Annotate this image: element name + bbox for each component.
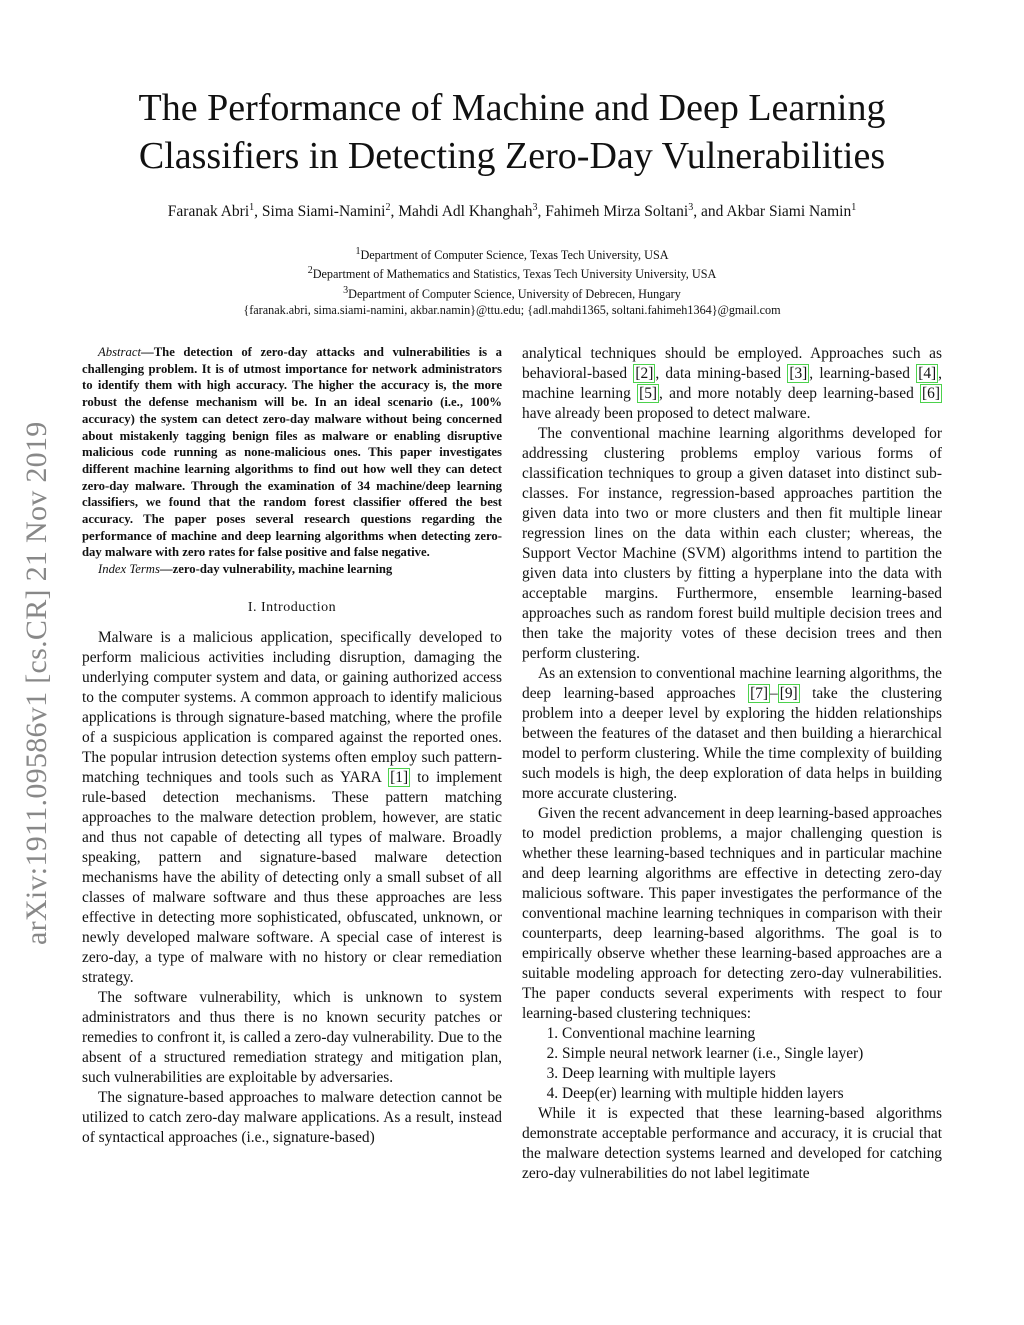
- left-body: [82, 628, 502, 1148]
- body-paragraph: [82, 988, 502, 1088]
- aff-number: 1: [355, 246, 361, 257]
- aff-text: Department of Computer Science, University of Debrecen, Hungary: [348, 287, 681, 301]
- paragraph-text: The software vulnerability, which is unknown to system administrators and thus there is no known security patches or remedies to confront it, is called a zero-day vulnerability. Due to the absent of a structured remediation strategy and mitigation plan, such vulnerabilities are exploitable by adversaries.: [82, 988, 502, 1086]
- title-line-2: Classifiers in Detecting Zero-Day Vulnerabilities: [138, 135, 886, 177]
- title-line-1: The Performance of Machine and Deep Learning: [138, 87, 886, 129]
- paragraph-text: –: [770, 685, 778, 702]
- aff-text: Department of Mathematics and Statistics, Texas Tech University University, USA: [312, 267, 717, 282]
- paragraph-text: have already been proposed to detect malware.: [522, 405, 811, 422]
- aff-number: 2: [307, 265, 313, 277]
- paragraph-text: , machine learning: [522, 365, 943, 402]
- paragraph-text: , learning-based: [809, 365, 917, 382]
- body-paragraph: [522, 424, 942, 664]
- author: and Akbar Siami Namin: [700, 203, 852, 221]
- body-paragraph: [522, 804, 942, 1024]
- body-paragraph: [82, 628, 502, 988]
- author: Sima Siami-Namini: [261, 203, 386, 221]
- citation-link[interactable]: [9]: [779, 685, 798, 702]
- index-text: —zero-day vulnerability, machine learning: [159, 562, 393, 577]
- citation-link[interactable]: [3]: [789, 365, 808, 382]
- affiliation-2: [0, 263, 1024, 282]
- author-affiliation-mark: 3: [532, 202, 538, 213]
- section-heading: I. Introduction: [247, 599, 337, 615]
- aff-text: Department of Computer Science, Texas Tech University, USA: [360, 248, 669, 263]
- list-item: 4. Deep(er) learning with multiple hidden layers: [562, 1084, 942, 1104]
- paragraph-text: analytical techniques should be employed. Approaches such as behavioral-based: [522, 345, 942, 382]
- paragraph-text: take the clustering problem into a deeper level by exploring the hidden relationships between the features of the dataset and then building a hierarchical model to perform clustering. While the time complexity of building such models is high, the deep exploration of data helps in building more accurate clustering.: [522, 685, 942, 802]
- author-affiliation-mark: 3: [688, 202, 694, 213]
- list-item: 2. Simple neural network learner (i.e., Single layer): [562, 1044, 942, 1064]
- right-body: [522, 344, 942, 1024]
- list-item: 1. Conventional machine learning: [562, 1024, 942, 1044]
- paragraph-text: , data mining-based: [655, 365, 788, 382]
- author-affiliation-mark: 1: [851, 202, 857, 213]
- right-column: [522, 344, 942, 1184]
- technique-list: [522, 1024, 942, 1104]
- abstract-label: Abstract: [98, 345, 141, 359]
- index-terms: [82, 561, 502, 578]
- arxiv-identifier: arXiv:1911.09586v1 [cs.CR] 21 Nov 2019: [20, 421, 53, 945]
- paper-title: [0, 84, 1024, 180]
- citation-link[interactable]: [7]: [750, 685, 769, 702]
- abstract: [82, 344, 502, 561]
- author: Mahdi Adl Khanghah: [398, 203, 533, 221]
- citation-link[interactable]: [5]: [639, 385, 658, 402]
- paragraph-text: Given the recent advancement in deep learning-based approaches to model prediction problems, a major challenging question is whether these learning-based techniques and in particular machine and deep learning algorithms are effective in detecting zero-day malicious software. This paper investigates the performance of the conventional machine learning techniques in comparison with their counterparts, deep learning-based algorithms. The goal is to empirically observe whether these learning-based approaches are a suitable modeling approach for detecting zero-day vulnerabilities. The paper conducts several experiments with respect to four learning-based clustering techniques:: [522, 805, 942, 1022]
- paragraph-text: , and more notably deep learning-based: [659, 385, 921, 402]
- body-paragraph: [82, 1088, 502, 1148]
- author-affiliation-mark: 2: [385, 202, 391, 213]
- citation-link[interactable]: [4]: [918, 365, 937, 382]
- aff-number: 3: [343, 284, 349, 296]
- citation-link[interactable]: [1]: [390, 768, 409, 786]
- affiliation-3: [0, 283, 1024, 302]
- citation-link[interactable]: [2]: [635, 365, 654, 382]
- affiliations: [0, 244, 1024, 319]
- paragraph-text: Malware is a malicious application, specifically developed to perform malicious activities including disruption, damaging the underlying computer system and data, or gaining authorized access to the computer systems. A common approach to identify malicious applications is through signature-based matching, where the profile of a suspicious application is compared against the reported ones. The popular intrusion detection systems often employ such pattern-matching techniques and tools such as YARA: [82, 628, 502, 786]
- affiliation-1: [0, 244, 1024, 263]
- author-emails: {faranak.abri, sima.siami-namini, akbar.namin}@ttu.edu; {adl.mahdi1365, soltani.fahimeh1364}@gmail.com: [243, 303, 781, 318]
- author: Fahimeh Mirza Soltani: [545, 203, 689, 221]
- paragraph-text: As an extension to conventional machine learning algorithms, the deep learning-based approaches: [522, 665, 942, 702]
- paragraph-text: The conventional machine learning algorithms developed for addressing clustering problems employ various forms of classification techniques to group a given dataset into distinct sub-classes. For instance, regression-based approaches partition the given data into two or more clusters and then fit multiple linear regression lines on the data within each cluster; whereas, the Support Vector Machine (SVM) algorithms intend to partition the given data into clusters by fitting a hyperplane into the data with acceptable margins. Furthermore, ensemble learning-based approaches such as random forest build multiple decision trees and then take the majority votes of these decision trees and then perform clustering.: [522, 425, 942, 662]
- paragraph-text: to implement rule-based detection mechanisms. These pattern matching approaches to the malware detection problem, however, are static and thus not capable of detecting all types of malware. Broadly speaking, pattern and signature-based malware detection mechanisms have the ability of detecting only a small subset of all classes of malware software and thus these approaches are less effective in detecting more sophisticated, obfuscated, unknown, or newly developed malware software. A special case of interest is zero-day, a type of malware with no history or clear remediation strategy.: [82, 768, 502, 986]
- body-paragraph: [522, 664, 942, 804]
- index-label: Index Terms: [98, 562, 160, 577]
- author: Faranak Abri: [167, 203, 250, 221]
- citation-link[interactable]: [6]: [922, 385, 940, 402]
- author-affiliation-mark: 1: [249, 202, 255, 213]
- paragraph-text: The signature-based approaches to malware detection cannot be utilized to catch zero-day malware applications. As a result, instead of syntactical approaches (i.e., signature-based): [82, 1088, 502, 1146]
- abstract-text: —The detection of zero-day attacks and vulnerabilities is a challenging problem. It is of utmost importance for network administrators to identify them with high accuracy. The higher the accuracy is, the more robust the defense mechanism will be. In an ideal scenario (i.e., 100% accuracy) the system can detect zero-day malware without being concerned about mistakenly tagging benign files as malware or enabling disruptive malicious code running as none-malicious ones. This paper investigates different machine learning algorithms to find out how well they can detect zero-day malware. Through the examination of 34 machine/deep learning classifiers, we found that the random forest classifier offered the best accuracy. The paper poses several research questions regarding the performance of machine and deep learning algorithms when detecting zero-day malware with zero rates for false positive and false negative.: [82, 345, 502, 560]
- author-list: Faranak Abri$^1$, Sima Siami-Namini$^2$, Mahdi Adl Khanghah$^3$, Fahimeh Mirza Soltani$^3$, and Akbar Siami Namin$^1$: [167, 202, 857, 221]
- closing-paragraph: While it is expected that these learning-based algorithms demonstrate acceptable performance and accuracy, it is crucial that the malware detection systems learned and developed for catching zero-day vulnerabilities do not label legitimate: [522, 1105, 942, 1182]
- list-item: 3. Deep learning with multiple layers: [562, 1064, 942, 1084]
- body-paragraph: [522, 344, 942, 424]
- left-column: [82, 344, 502, 1148]
